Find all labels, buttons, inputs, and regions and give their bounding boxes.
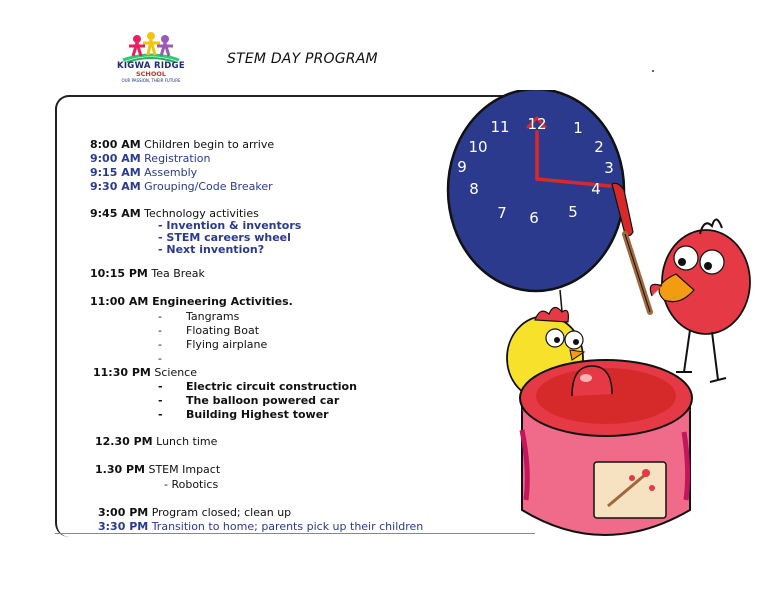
page-title: STEM DAY PROGRAM bbox=[227, 51, 378, 67]
logo-school-label: SCHOOL bbox=[135, 70, 167, 78]
paintbrush-icon bbox=[612, 183, 650, 312]
schedule-subitem: - The balloon powered car bbox=[158, 394, 340, 407]
schedule-subitem: - Next invention? bbox=[158, 243, 265, 256]
clock-number: 5 bbox=[568, 203, 578, 221]
red-bird-icon bbox=[650, 219, 750, 382]
clock-number: 2 bbox=[594, 138, 604, 156]
schedule-item: 11:00 AM Engineering Activities. bbox=[90, 295, 293, 308]
clock-number: 6 bbox=[529, 209, 539, 227]
logo-school-name: KIGWA RIDGE bbox=[116, 61, 186, 71]
clock-illustration bbox=[430, 90, 760, 550]
clock-number: 4 bbox=[591, 180, 601, 198]
clock-number: 11 bbox=[490, 118, 510, 136]
schedule-subitem: - STEM careers wheel bbox=[158, 231, 291, 244]
schedule-subitem: - Robotics bbox=[164, 478, 219, 491]
clock-number: 8 bbox=[469, 180, 479, 198]
schedule-item: 9:15 AM Assembly bbox=[90, 166, 198, 179]
schedule-item: 9:45 AM Technology activities bbox=[90, 207, 259, 220]
clock-number: 7 bbox=[497, 204, 507, 222]
clock-number: 12 bbox=[527, 115, 547, 133]
clock-number: 3 bbox=[604, 159, 614, 177]
schedule-item: 3:30 PM Transition to home; parents pick up their children bbox=[98, 520, 424, 533]
jar-label bbox=[594, 462, 666, 518]
schedule-item: 10:15 PM Tea Break bbox=[90, 267, 205, 280]
schedule-item: 9:30 AM Grouping/Code Breaker bbox=[90, 180, 273, 193]
schedule-subitem: - Electric circuit construction bbox=[158, 380, 357, 393]
schedule-item: 9:00 AM Registration bbox=[90, 152, 211, 165]
schedule-item: 8:00 AM Children begin to arrive bbox=[90, 138, 275, 151]
clock-number: 1 bbox=[573, 119, 583, 137]
clock-number: 10 bbox=[468, 138, 488, 156]
schedule-subitem: - Flying airplane bbox=[158, 338, 268, 351]
schedule-subitem: - Invention & inventors bbox=[158, 219, 302, 232]
schedule-item: 12.30 PM Lunch time bbox=[95, 435, 218, 448]
schedule-subitem: - Tangrams bbox=[158, 310, 240, 323]
schedule-item: 1.30 PM STEM Impact bbox=[95, 463, 221, 476]
clock-number: 9 bbox=[457, 158, 467, 176]
schedule-empty-dash: - bbox=[158, 352, 162, 365]
schedule-item: 3:00 PM Program closed; clean up bbox=[98, 506, 292, 519]
schedule-subitem: - Floating Boat bbox=[158, 324, 260, 337]
paint-jar-icon bbox=[520, 360, 692, 535]
schedule-subitem: - Building Highest tower bbox=[158, 408, 329, 421]
schedule-item: 11:30 PM Science bbox=[93, 366, 197, 379]
logo-tagline: OUR PASSION, THEIR FUTURE bbox=[121, 78, 181, 83]
